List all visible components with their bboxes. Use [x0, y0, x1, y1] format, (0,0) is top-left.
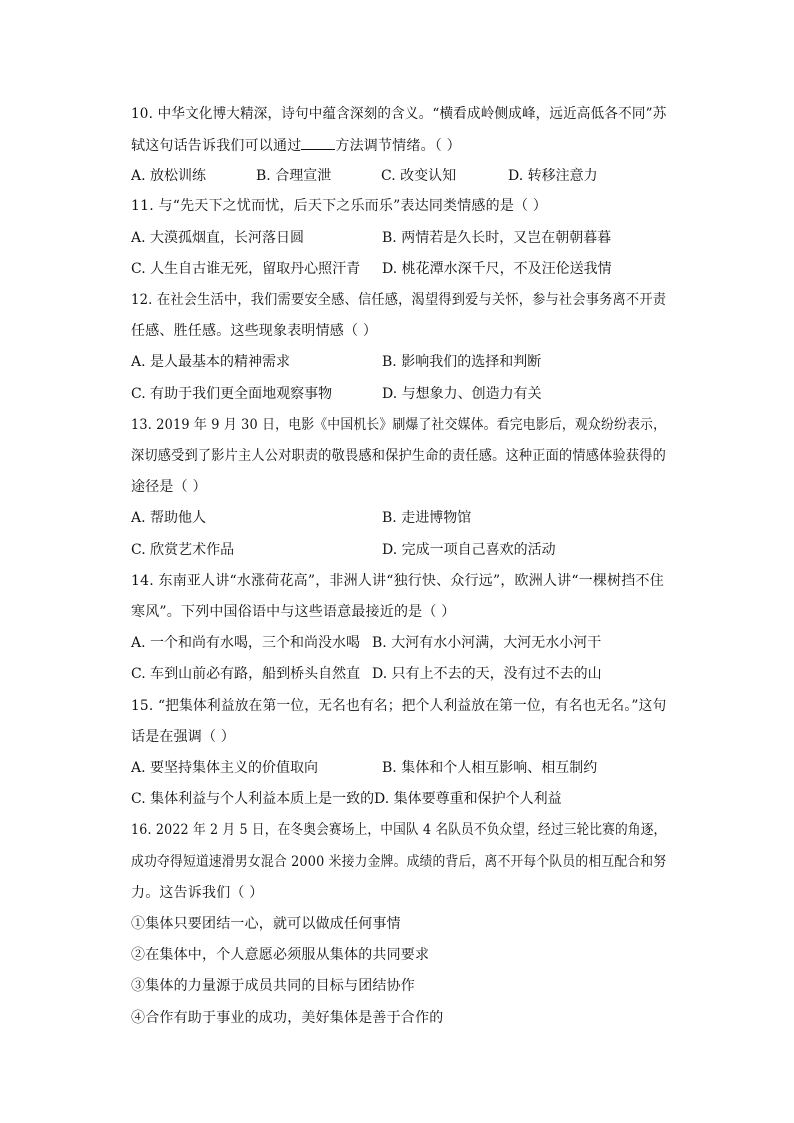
- q13-option-b: B. 走进博物馆: [382, 510, 472, 526]
- q12-stem-line2: 任感、胜任感。这些现象表明情感（ ）: [131, 323, 378, 339]
- q15-option-d: D. 集体要尊重和保护个人利益: [374, 791, 562, 807]
- q11-option-a: A. 大漠孤烟直，长河落日圆: [131, 230, 305, 246]
- q16-statement-3: ③集体的力量源于成员共同的目标与团结协作: [131, 978, 415, 994]
- q13-option-a: A. 帮助他人: [131, 510, 207, 526]
- q14-option-d: D. 只有上不去的天，没有过不去的山: [372, 666, 602, 682]
- q13-stem-line2: 深切感受到了影片主人公对职责的敬畏感和保护生命的责任感。这种正面的情感体验获得的: [131, 448, 666, 464]
- q13-option-d: D. 完成一项自己喜欢的活动: [382, 542, 556, 558]
- q10-option-b: B. 合理宣泄: [256, 168, 332, 184]
- q16-statement-4: ④合作有助于事业的成功，美好集体是善于合作的: [131, 1010, 444, 1026]
- q13-stem-line3: 途径是（ ）: [131, 479, 207, 495]
- q15-stem-line1: 15. “把集体利益放在第一位，无名也有名；把个人利益放在第一位，有名也无名。”这句: [131, 698, 667, 714]
- q12-option-d: D. 与想象力、创造力有关: [382, 386, 542, 402]
- q11-option-d: D. 桃花潭水深千尺，不及汪伦送我情: [382, 261, 612, 277]
- q15-stem-line2: 话是在强调（ ）: [131, 729, 236, 745]
- q10-fill-blank: [301, 135, 335, 150]
- q14-option-c: C. 车到山前必有路，船到桥头自然直: [131, 666, 361, 682]
- q11-option-b: B. 两情若是久长时，又岂在朝朝暮暮: [382, 230, 612, 246]
- q10-stem-text-before-blank: 轼这句话告诉我们可以通过: [131, 138, 302, 154]
- q10-option-c: C. 改变认知: [381, 168, 457, 184]
- q14-option-b: B. 大河有水小河满，大河无水小河干: [372, 635, 602, 651]
- q10-option-a: A. 放松训练: [131, 168, 207, 184]
- q15-option-a: A. 要坚持集体主义的价值取向: [131, 760, 319, 776]
- q10-option-d: D. 转移注意力: [508, 168, 598, 184]
- q14-option-a: A. 一个和尚有水喝，三个和尚没水喝: [131, 635, 361, 651]
- q10-stem-line1: 10. 中华文化博大精深，诗句中蕴含深刻的含义。“横看成岭侧成峰，远近高低各不同”苏: [131, 106, 667, 122]
- q11-stem-line1: 11. 与“先天下之忧而忧，后天下之乐而乐”表达同类情感的是（ ）: [131, 198, 548, 214]
- q11-option-c: C. 人生自古谁无死，留取丹心照汗青: [131, 261, 361, 277]
- q13-stem-line1: 13. 2019 年 9 月 30 日，电影《中国机长》刷爆了社交媒体。看完电影后，观众纷纷表示，: [131, 417, 667, 433]
- q16-stem-line3: 力。这告诉我们（ ）: [131, 885, 264, 901]
- q16-statement-1: ①集体只要团结一心，就可以做成任何事情: [131, 916, 401, 932]
- q15-option-c: C. 集体利益与个人利益本质上是一致的: [131, 791, 375, 807]
- q16-stem-line1: 16. 2022 年 2 月 5 日，在冬奥会赛场上，中国队 4 名队员不负众望，经过三轮比赛的角逐，: [131, 822, 667, 838]
- q13-option-c: C. 欣赏艺术作品: [131, 542, 235, 558]
- q16-statement-2: ②在集体中，个人意愿必须服从集体的共同要求: [131, 947, 430, 963]
- q14-stem-line1: 14. 东南亚人讲“水涨荷花高”，非洲人讲“独行快、众行远”，欧洲人讲“一棵树挡不住: [131, 573, 664, 589]
- q16-stem-line2: 成功夺得短道速滑男女混合 2000 米接力金牌。成绩的背后，离不开每个队员的相互配合和努: [131, 854, 667, 870]
- q12-option-a: A. 是人最基本的精神需求: [131, 354, 291, 370]
- q14-stem-line2: 寒风”。下列中国俗语中与这些语意最接近的是（ ）: [131, 604, 456, 620]
- q12-option-b: B. 影响我们的选择和判断: [382, 354, 542, 370]
- q15-option-b: B. 集体和个人相互影响、相互制约: [382, 760, 598, 776]
- q10-stem-line2: [131, 135, 461, 155]
- q10-stem-text-after-blank: 方法调节情绪。（ ）: [335, 138, 461, 154]
- q12-option-c: C. 有助于我们更全面地观察事物: [131, 386, 333, 402]
- q12-stem-line1: 12. 在社会生活中，我们需要安全感、信任感，渴望得到爱与关怀，参与社会事务离不开责: [131, 292, 667, 308]
